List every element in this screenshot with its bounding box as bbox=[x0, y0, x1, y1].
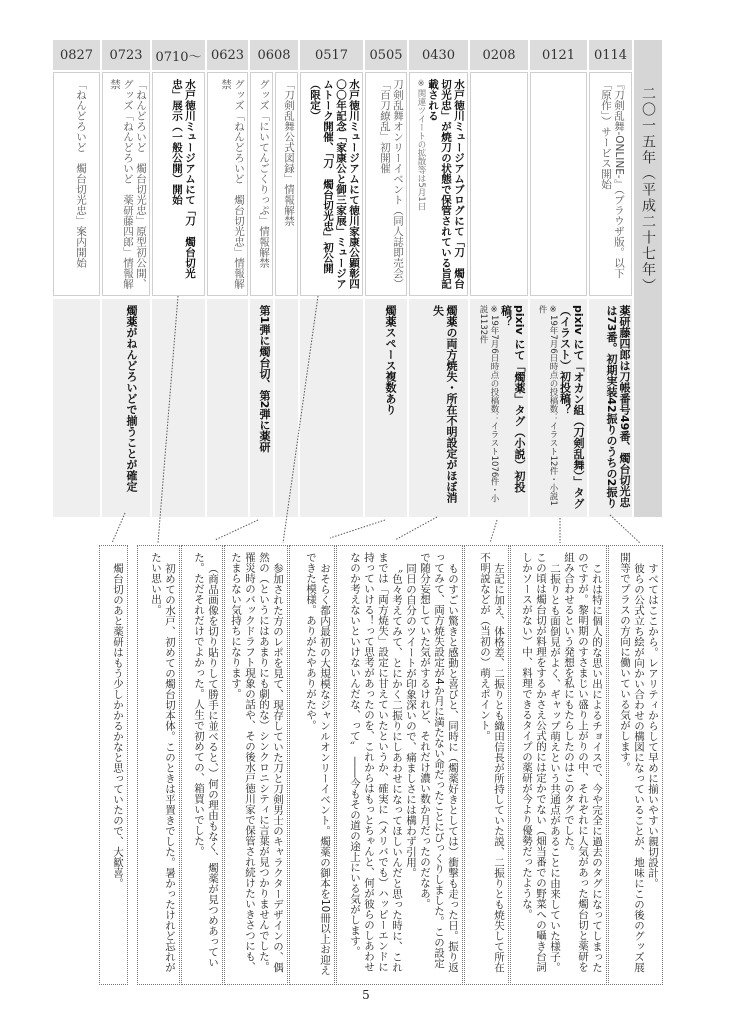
comment-paragraph: 彼らの公式立ち絵が向かい合わせの構図になっていることが、地味にこの後のグッズ展開等でプラスの方向に働いている気がします。 bbox=[619, 552, 645, 972]
highlight-text: 第1弾に燭台切、第2弾に薬研 bbox=[258, 305, 271, 453]
comment-paragraph: 〝色々考えてみて、とにかく二振りにしあわせになってほしいんだと思った時に、これまでは「両方焼失」設定に甘えていたというか、確実に（メリバでも）ハッピーエンドに持っていける！って思考があったのを、これからはもっとちゃんと、何が彼らのしあわせなのか考えないといけないんだな、って〟 ――今もその道の途上にいる気がします。 bbox=[349, 552, 403, 972]
comment-paragraph: （商品画像を切り貼りして勝手に並べると、）何の理由もなく、燭薬が見つめあっていた。ただそれだけでよかった。人生で初めての、箱買いでした。 bbox=[193, 552, 219, 967]
date-0505: 0505 bbox=[365, 40, 407, 70]
highlight-note: ※19年7月6日時点の投稿数：イラスト12件・小説1件 bbox=[537, 305, 558, 506]
event-note: ※関連ツイートの拡散等は5月1日 bbox=[416, 79, 426, 211]
comment-0505 bbox=[289, 545, 335, 985]
date-0517: 0517 bbox=[300, 40, 363, 70]
date-0121: 0121 bbox=[530, 40, 587, 70]
highlight-text: 燭薬の両方焼失・所在不明設定がほぼ消失 bbox=[431, 305, 458, 503]
date-0208: 0208 bbox=[470, 40, 528, 70]
highlight-text: 燭薬がねんどろいどで揃うことが確定 bbox=[125, 305, 138, 492]
event-text: グッズ「にいてんごくりっぷ」情報解禁 bbox=[258, 79, 270, 268]
event-text: 水戸徳川ミュージアムにて徳川家康公顕彰四〇〇年記念「家康公と御三家展」ミュージアムトーク開催、「刀 燭台切光忠」初公開（限定） bbox=[309, 79, 360, 289]
comment-paragraph: これは特に個人的な思い出によるチョイスで、今や完全に過去のタグになってしまったのですが。黎明期のすさまじい盛り上がりの中、それぞれに人気があった燭台切と薬研を組み合わせるという発想を私にもたらしたのはこのタグでした。 bbox=[563, 552, 603, 972]
highlight-text: pixiv にて「燭薬」タグ（小説）初投稿？ bbox=[499, 305, 526, 493]
date-0430: 0430 bbox=[409, 40, 468, 70]
comment-paragraph: すべてはここから。レアリティからして早めに揃いやすい親切設計。 bbox=[647, 562, 659, 888]
event-text: 水戸徳川ミュージアムブログにて「刀 燭台切光忠」が焼刀の状態で保管されている旨記載される bbox=[427, 79, 465, 289]
event-text: 「刀剣乱舞公式図録」情報解禁 bbox=[283, 79, 295, 226]
event-text: 『刀剣乱舞-ONLINE-』（ブラウザ版。以下「原作」）サービス開始 bbox=[600, 79, 625, 279]
event-text: 「ねんどろいど 燭台切光忠」案内開始 bbox=[75, 79, 87, 268]
year-label: 二〇一五年（平成二十七年） bbox=[640, 86, 656, 294]
date-0114: 0114 bbox=[589, 40, 632, 70]
connector-0710 bbox=[158, 296, 178, 543]
comment-0114 bbox=[608, 545, 663, 985]
event-text: 水戸徳川ミュージアムにて「刀 燭台切光忠」展示（一般公開）開始 bbox=[171, 79, 196, 279]
comment-0608 bbox=[181, 545, 223, 985]
connector-0430 bbox=[395, 517, 437, 540]
connector-0505 bbox=[330, 520, 385, 538]
comment-paragraph: ものすごい驚きと感動と喜びと、同時に（燭薬好きとしては）衝撃も走った日。振り返ってみて、両方焼失設定が4か月に満たない命だったことにびっくりしました。この設定で随分妄想していた気がするけれど、それだけ濃い数か月だったのだなあ。 bbox=[419, 552, 459, 972]
connector-0208 bbox=[490, 520, 497, 543]
connector-0608 bbox=[215, 520, 258, 540]
highlight-text: 薬研藤四郎は刀帳番号49番、燭台切光忠は73番。初期実装42振りのうちの2振り bbox=[605, 305, 631, 509]
comment-paragraph: 初めての水戸、初めての燭台切本体。このときは平置きでした。暑かったけれど忘れがたい思い出。 bbox=[150, 552, 176, 972]
date-0623: 0623 bbox=[207, 40, 248, 70]
page-number: 5 bbox=[362, 988, 370, 1002]
comment-paragraph: おそらく都内最初の大規模なジャンルオンリーイベント。燭薬の御本を10冊以上お迎えできた模様。ありがたやありがたや。 bbox=[305, 552, 331, 975]
highlight-note: ※19年7月6日時点の投稿数：イラスト1076件・小説1132件 bbox=[478, 305, 499, 503]
connector-0114 bbox=[610, 515, 640, 543]
comment-paragraph: 参加された方のレポを見て、現存していた刀と刀剣男士のキャラクターデザインの、偶然の（というにはあまりにも劇的な）シンクロニシティに言葉が見つかりませんでした。罹災時のバックドラフト現象の話や、その後水戸徳川家で保管され続けたいきさつにも、たまらない気持ちになります。 bbox=[230, 552, 284, 972]
date-0723: 0723 bbox=[102, 40, 150, 70]
event-text: 刀剣乱舞オンリーイベント（同人誌即売会）「百刀繚乱」初開催 bbox=[379, 79, 404, 289]
comment-paragraph: 二振りとも面倒見がよく、ギャップ萌えという共通点があることに由来していた様子。この頃は燭台切が料理をするかさえ公式的には定かでない（畑当番での野菜への囁き台詞しかソースがない）中、料理できるタイプの薬研が今より優勢だったような。 bbox=[521, 552, 561, 972]
connector-0723 bbox=[112, 513, 125, 543]
comment-0723 bbox=[99, 545, 128, 985]
date-0608: 0608 bbox=[250, 40, 298, 70]
date-0710: 0710〜 bbox=[152, 40, 205, 70]
highlight-text: 燭薬スペース複数あり bbox=[384, 305, 397, 415]
date-0827: 0827 bbox=[53, 40, 100, 70]
connector-0517 bbox=[283, 296, 318, 543]
comment-paragraph: 燭台切のあと薬研はもう少しかかるかなと思っていたので、大歓喜。 bbox=[112, 562, 124, 888]
comment-0710 bbox=[137, 545, 180, 985]
highlight-text: pixiv にて「オカン組（刀剣乱舞）」タグ（イラスト）初投稿？ bbox=[558, 305, 585, 510]
comment-0517 bbox=[224, 545, 288, 985]
comment-paragraph: 同日の自分のツイートが印象深いので、痛ましさには構わず引用。 bbox=[405, 562, 417, 878]
comment-0430 bbox=[336, 545, 463, 985]
comment-paragraph: 左記に加え、体格差、二振りとも織田信長が所持していた説、二振りとも焼失して所在不明説などが（当初の）萌えポイント。 bbox=[479, 552, 505, 972]
comment-0121 bbox=[510, 545, 607, 985]
event-text: 「ねんどろいど 燭台切光忠」原型初公開、グッズ「ねんどろいど 薬研藤四郎」情報解禁 bbox=[109, 79, 147, 289]
comment-0208 bbox=[464, 545, 509, 985]
event-text: グッズ「ねんどろいど 燭台切光忠」情報解禁 bbox=[220, 79, 245, 289]
